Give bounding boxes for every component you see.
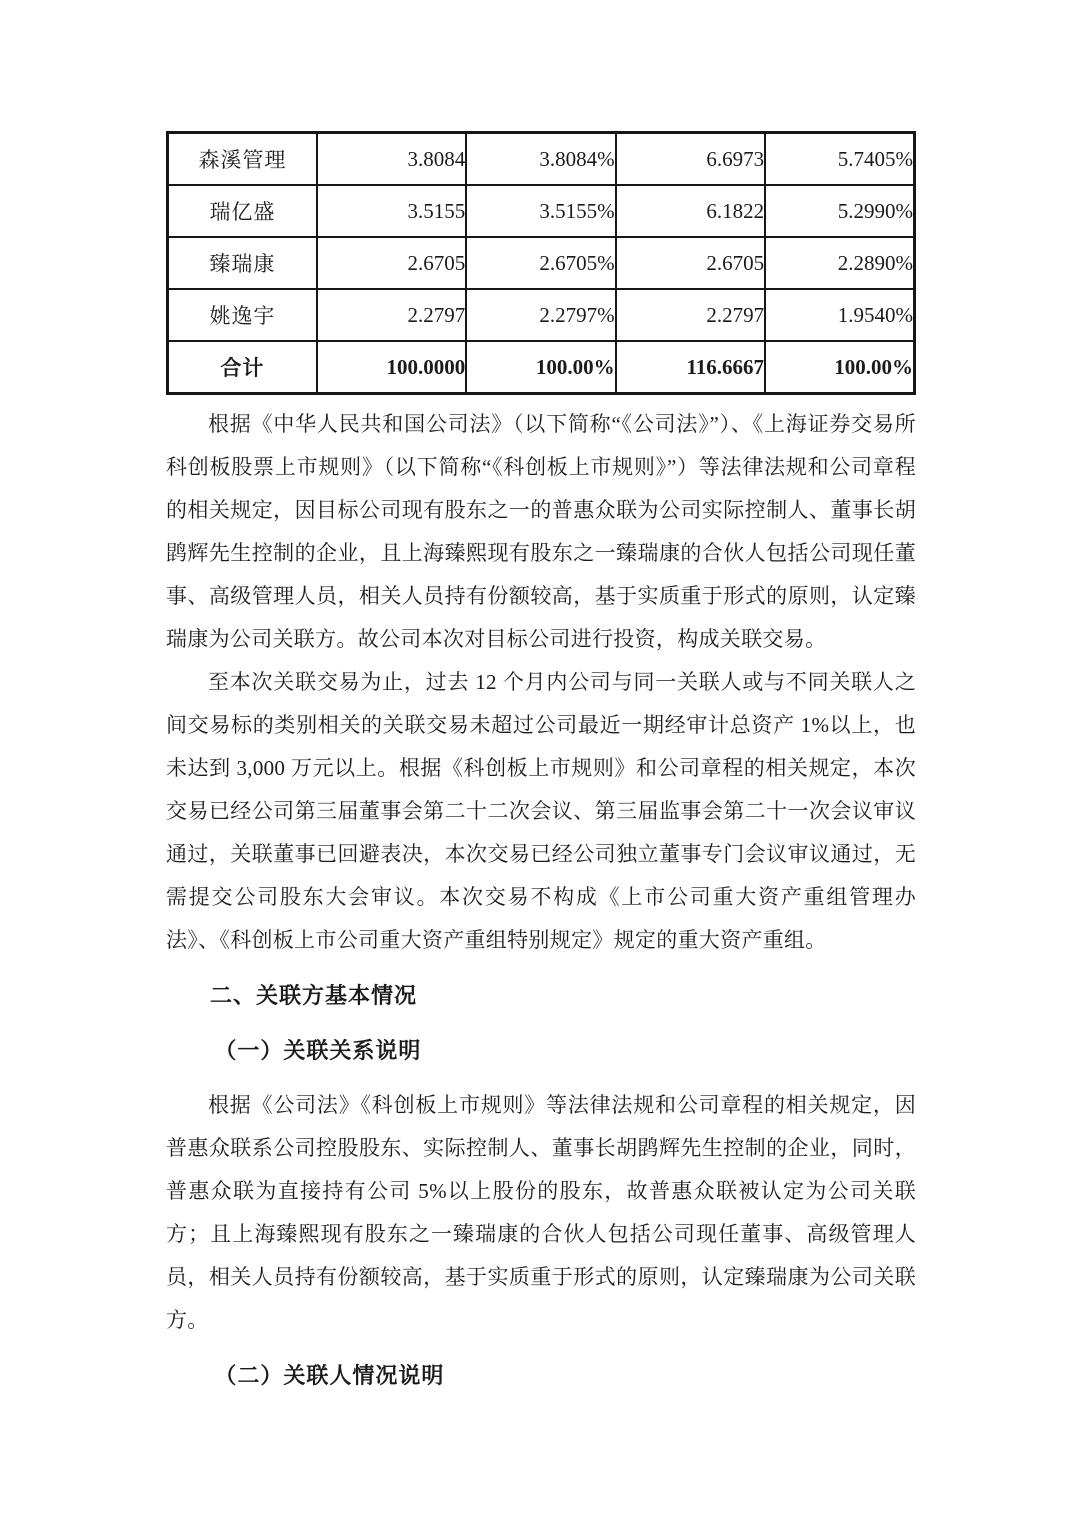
table-row [168, 237, 915, 289]
table-value-cell: 3.5155% [466, 185, 615, 237]
shareholder-name-cell: 森溪管理 [168, 133, 317, 186]
subsection-heading-relationship-description: （一）关联关系说明 [214, 1038, 422, 1063]
table-value-cell: 100.00% [765, 341, 914, 394]
shareholder-name-cell: 臻瑞康 [168, 237, 317, 289]
shareholder-name-cell: 瑞亿盛 [168, 185, 317, 237]
table-value-cell: 3.8084% [466, 133, 615, 186]
section-heading-related-party-basics: 二、关联方基本情况 [210, 983, 418, 1008]
document-content [166, 131, 916, 1409]
table-value-cell: 2.6705% [466, 237, 615, 289]
table-row [168, 185, 915, 237]
table-row [168, 133, 915, 186]
subsection-heading-related-person-description: （二）关联人情况说明 [214, 1363, 445, 1388]
table-value-cell: 2.2797% [466, 289, 615, 341]
table-value-cell: 100.00% [466, 341, 615, 394]
table-value-cell: 2.2797 [616, 289, 765, 341]
table-value-cell: 1.9540% [765, 289, 914, 341]
table-value-cell: 3.5155 [317, 185, 466, 237]
shareholding-table [166, 131, 916, 395]
table-value-cell: 2.2797 [317, 289, 466, 341]
total-label-cell: 合计 [168, 341, 317, 394]
table-value-cell: 100.0000 [317, 341, 466, 394]
table-value-cell: 116.6667 [616, 341, 765, 394]
table-row [168, 289, 915, 341]
table-value-cell: 6.1822 [616, 185, 765, 237]
table-value-cell: 6.6973 [616, 133, 765, 186]
shareholder-name-cell: 姚逸宇 [168, 289, 317, 341]
table-value-cell: 5.7405% [765, 133, 914, 186]
paragraph-transaction-review: 至本次关联交易为止，过去 12 个月内公司与同一关联人或与不同关联人之间交易标的类别相关的关联交易未超过公司最近一期经审计总资产 1%以上，也未达到 3,000 万元以上。根据《科创板上市规则》和公司章程的相关规定，本次交易已经公司第三届董事会第二十二次会议、第三届监事会第二十一次会议审议通过，关联董事已回避表决，本次交易已经公司独立董事专门会议审议通过，无需提交公司股东大会审议。本次交易不构成《上市公司重大资产重组管理办法》、《科创板上市公司重大资产重组特别规定》规定的重大资产重组。 [166, 670, 916, 952]
paragraph-legal-basis: 根据《中华人民共和国公司法》（以下简称“《公司法》”）、《上海证券交易所科创板股票上市规则》（以下简称“《科创板上市规则》”）等法律法规和公司章程的相关规定，因目标公司现有股东之一的普惠众联为公司实际控制人、董事长胡鹍辉先生控制的企业，且上海臻熙现有股东之一臻瑞康的合伙人包括公司现任董事、高级管理人员，相关人员持有份额较高，基于实质重于形式的原则，认定臻瑞康为公司关联方。故公司本次对目标公司进行投资，构成关联交易。 [166, 412, 916, 651]
paragraph-relationship-detail: 根据《公司法》《科创板上市规则》等法律法规和公司章程的相关规定，因普惠众联系公司控股股东、实际控制人、董事长胡鹍辉先生控制的企业，同时，普惠众联为直接持有公司 5%以上股份的股东，故普惠众联被认定为公司关联方；且上海臻熙现有股东之一臻瑞康的合伙人包括公司现任董事、高级管理人员，相关人员持有份额较高，基于实质重于形式的原则，认定臻瑞康为公司关联方。 [166, 1093, 916, 1332]
table-value-cell: 2.6705 [616, 237, 765, 289]
table-value-cell: 5.2990% [765, 185, 914, 237]
table-row-total [168, 341, 915, 394]
table-value-cell: 3.8084 [317, 133, 466, 186]
table-value-cell: 2.6705 [317, 237, 466, 289]
table-value-cell: 2.2890% [765, 237, 914, 289]
